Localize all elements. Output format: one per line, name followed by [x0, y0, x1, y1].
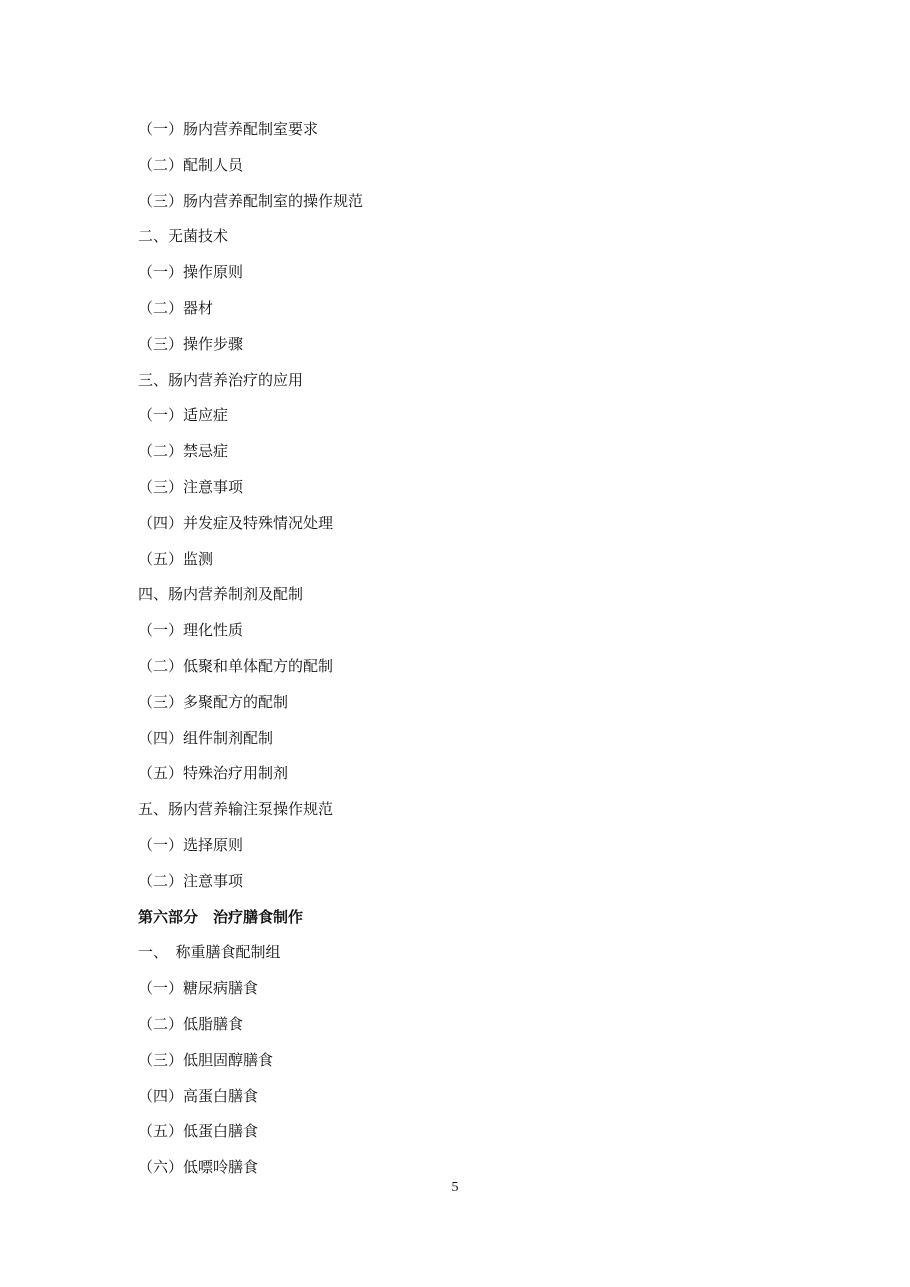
- outline-item: （二）低脂膳食: [138, 1014, 244, 1033]
- outline-item: 一、 称重膳食配制组: [138, 943, 281, 962]
- outline-item: （一）选择原则: [138, 835, 244, 854]
- page-number: 5: [451, 1180, 459, 1195]
- outline-item: 五、肠内营养输注泵操作规范: [138, 800, 334, 819]
- outline-item: （一）肠内营养配制室要求: [138, 120, 319, 138]
- outline-item: （六）低嘌呤膳食: [138, 1158, 259, 1177]
- outline-item: （三）低胆固醇膳食: [138, 1050, 274, 1069]
- outline-item: 二、无菌技术: [138, 227, 229, 246]
- outline-item: （四）组件制剂配制: [138, 728, 274, 747]
- outline-item: （五）低蛋白膳食: [138, 1122, 259, 1141]
- outline-item: （三）注意事项: [138, 477, 244, 496]
- outline-item: （二）配制人员: [138, 155, 244, 174]
- outline-item: （一）操作原则: [138, 263, 244, 282]
- outline-item: （三）多聚配方的配制: [138, 692, 289, 711]
- outline-item: （二）器材: [138, 298, 214, 317]
- outline-item: 四、肠内营养制剂及配制: [138, 585, 304, 604]
- outline-item: （二）禁忌症: [138, 442, 229, 461]
- outline-item: （五）监测: [138, 549, 214, 568]
- outline-item: （一）适应症: [138, 406, 229, 425]
- outline-item: （三）肠内营养配制室的操作规范: [138, 191, 364, 210]
- outline-item: （四）并发症及特殊情况处理: [138, 513, 334, 532]
- outline-item: （五）特殊治疗用制剂: [138, 764, 289, 783]
- outline-list: [138, 116, 363, 1190]
- outline-item: （四）高蛋白膳食: [138, 1086, 259, 1105]
- outline-item: （一）糖尿病膳食: [138, 979, 259, 998]
- outline-item: （一）理化性质: [138, 621, 244, 640]
- outline-item: （二）注意事项: [138, 871, 244, 890]
- outline-item: （二）低聚和单体配方的配制: [138, 656, 334, 675]
- outline-item: （三）操作步骤: [138, 334, 244, 353]
- section-heading: 第六部分 治疗膳食制作: [138, 907, 304, 926]
- outline-item: 三、肠内营养治疗的应用: [138, 370, 304, 389]
